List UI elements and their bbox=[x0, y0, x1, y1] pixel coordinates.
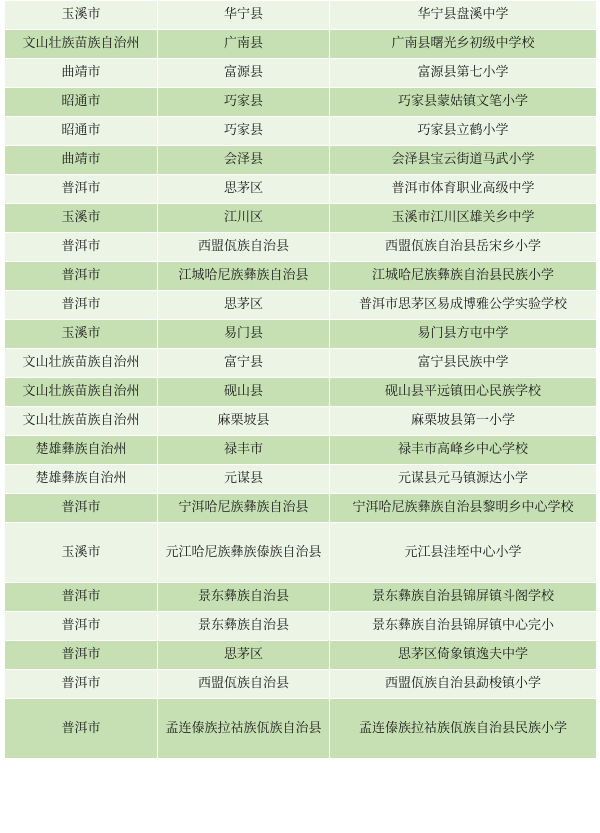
table-row bbox=[5, 436, 597, 465]
county-cell: 江川区 bbox=[158, 204, 330, 233]
city-cell: 楚雄彝族自治州 bbox=[5, 436, 158, 465]
county-cell: 孟连傣族拉祜族佤族自治县 bbox=[158, 699, 330, 759]
county-cell: 华宁县 bbox=[158, 1, 330, 30]
city-cell: 昭通市 bbox=[5, 88, 158, 117]
table-row bbox=[5, 291, 597, 320]
school-cell: 景东彝族自治县锦屏镇中心完小 bbox=[330, 612, 597, 641]
city-cell: 普洱市 bbox=[5, 641, 158, 670]
school-cell: 富宁县民族中学 bbox=[330, 349, 597, 378]
school-cell: 思茅区倚象镇逸夫中学 bbox=[330, 641, 597, 670]
table-row bbox=[5, 262, 597, 291]
school-cell: 易门县方屯中学 bbox=[330, 320, 597, 349]
table-row bbox=[5, 641, 597, 670]
city-cell: 文山壮族苗族自治州 bbox=[5, 30, 158, 59]
school-cell: 孟连傣族拉祜族佤族自治县民族小学 bbox=[330, 699, 597, 759]
city-cell: 曲靖市 bbox=[5, 146, 158, 175]
city-cell: 文山壮族苗族自治州 bbox=[5, 378, 158, 407]
city-cell: 普洱市 bbox=[5, 670, 158, 699]
city-cell: 普洱市 bbox=[5, 175, 158, 204]
table-row bbox=[5, 1, 597, 30]
table-row bbox=[5, 349, 597, 378]
table-row bbox=[5, 88, 597, 117]
school-cell: 巧家县蒙姑镇文笔小学 bbox=[330, 88, 597, 117]
city-cell: 普洱市 bbox=[5, 612, 158, 641]
table-row bbox=[5, 30, 597, 59]
county-cell: 元江哈尼族彝族傣族自治县 bbox=[158, 523, 330, 583]
county-cell: 思茅区 bbox=[158, 291, 330, 320]
table-row bbox=[5, 378, 597, 407]
table-row bbox=[5, 407, 597, 436]
county-cell: 景东彝族自治县 bbox=[158, 612, 330, 641]
city-cell: 玉溪市 bbox=[5, 320, 158, 349]
city-cell: 普洱市 bbox=[5, 262, 158, 291]
city-cell: 普洱市 bbox=[5, 583, 158, 612]
school-cell: 禄丰市高峰乡中心学校 bbox=[330, 436, 597, 465]
county-cell: 元谋县 bbox=[158, 465, 330, 494]
school-cell: 元谋县元马镇源达小学 bbox=[330, 465, 597, 494]
county-cell: 宁洱哈尼族彝族自治县 bbox=[158, 494, 330, 523]
school-cell: 景东彝族自治县锦屏镇斗阁学校 bbox=[330, 583, 597, 612]
table-row bbox=[5, 233, 597, 262]
school-cell: 普洱市体育职业高级中学 bbox=[330, 175, 597, 204]
county-cell: 麻栗坡县 bbox=[158, 407, 330, 436]
table-row bbox=[5, 204, 597, 233]
table-row bbox=[5, 175, 597, 204]
county-cell: 富宁县 bbox=[158, 349, 330, 378]
table-row bbox=[5, 146, 597, 175]
table-row bbox=[5, 583, 597, 612]
county-cell: 巧家县 bbox=[158, 117, 330, 146]
city-cell: 普洱市 bbox=[5, 699, 158, 759]
school-cell: 华宁县盘溪中学 bbox=[330, 1, 597, 30]
city-cell: 楚雄彝族自治州 bbox=[5, 465, 158, 494]
school-cell: 广南县曙光乡初级中学校 bbox=[330, 30, 597, 59]
table-row bbox=[5, 117, 597, 146]
school-cell: 西盟佤族自治县岳宋乡小学 bbox=[330, 233, 597, 262]
city-cell: 曲靖市 bbox=[5, 59, 158, 88]
county-cell: 西盟佤族自治县 bbox=[158, 233, 330, 262]
county-cell: 景东彝族自治县 bbox=[158, 583, 330, 612]
city-cell: 文山壮族苗族自治州 bbox=[5, 349, 158, 378]
table-row bbox=[5, 59, 597, 88]
city-cell: 普洱市 bbox=[5, 291, 158, 320]
table-row bbox=[5, 670, 597, 699]
table-row bbox=[5, 699, 597, 759]
county-cell: 易门县 bbox=[158, 320, 330, 349]
county-cell: 广南县 bbox=[158, 30, 330, 59]
table-row bbox=[5, 320, 597, 349]
county-cell: 江城哈尼族彝族自治县 bbox=[158, 262, 330, 291]
schools-table bbox=[4, 0, 597, 759]
school-cell: 会泽县宝云街道马武小学 bbox=[330, 146, 597, 175]
school-cell: 富源县第七小学 bbox=[330, 59, 597, 88]
city-cell: 玉溪市 bbox=[5, 1, 158, 30]
city-cell: 玉溪市 bbox=[5, 204, 158, 233]
table-row bbox=[5, 465, 597, 494]
county-cell: 西盟佤族自治县 bbox=[158, 670, 330, 699]
school-cell: 西盟佤族自治县勐梭镇小学 bbox=[330, 670, 597, 699]
school-cell: 江城哈尼族彝族自治县民族小学 bbox=[330, 262, 597, 291]
county-cell: 思茅区 bbox=[158, 175, 330, 204]
table-row bbox=[5, 494, 597, 523]
city-cell: 普洱市 bbox=[5, 494, 158, 523]
school-cell: 宁洱哈尼族彝族自治县黎明乡中心学校 bbox=[330, 494, 597, 523]
county-cell: 巧家县 bbox=[158, 88, 330, 117]
county-cell: 富源县 bbox=[158, 59, 330, 88]
school-cell: 元江县洼垤中心小学 bbox=[330, 523, 597, 583]
school-cell: 巧家县立鹤小学 bbox=[330, 117, 597, 146]
school-cell: 麻栗坡县第一小学 bbox=[330, 407, 597, 436]
table-row bbox=[5, 612, 597, 641]
city-cell: 玉溪市 bbox=[5, 523, 158, 583]
city-cell: 昭通市 bbox=[5, 117, 158, 146]
table-row bbox=[5, 523, 597, 583]
city-cell: 普洱市 bbox=[5, 233, 158, 262]
county-cell: 会泽县 bbox=[158, 146, 330, 175]
school-cell: 玉溪市江川区雄关乡中学 bbox=[330, 204, 597, 233]
county-cell: 思茅区 bbox=[158, 641, 330, 670]
city-cell: 文山壮族苗族自治州 bbox=[5, 407, 158, 436]
school-cell: 普洱市思茅区易成博雅公学实验学校 bbox=[330, 291, 597, 320]
school-cell: 砚山县平远镇田心民族学校 bbox=[330, 378, 597, 407]
county-cell: 砚山县 bbox=[158, 378, 330, 407]
table-body bbox=[5, 1, 597, 759]
county-cell: 禄丰市 bbox=[158, 436, 330, 465]
